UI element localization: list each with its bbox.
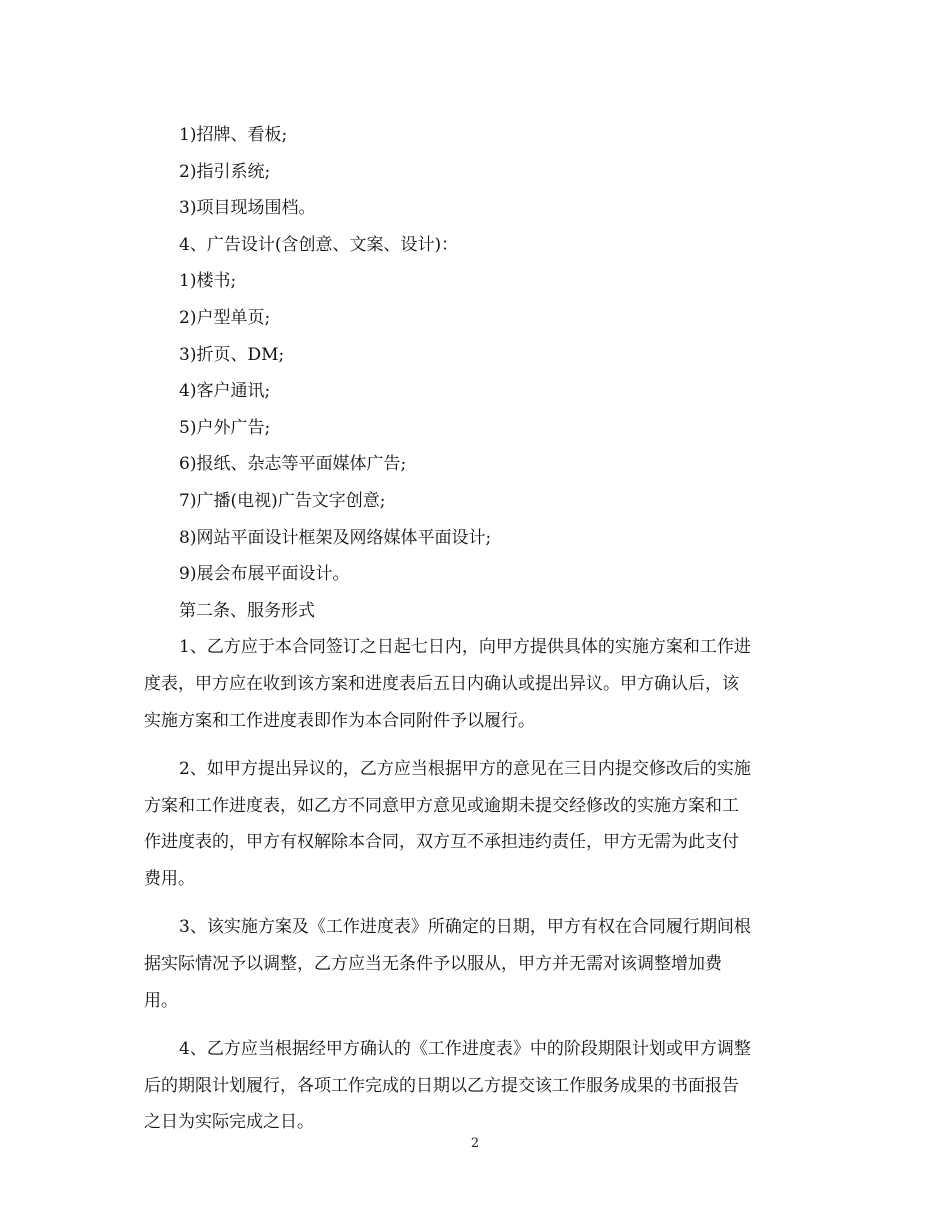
list-item: 9)展会布展平面设计。 bbox=[179, 564, 350, 585]
paragraph-line: 2、如甲方提出异议的，乙方应当根据甲方的意见在三日内提交修改后的实施 bbox=[179, 759, 751, 780]
paragraph bbox=[144, 1031, 812, 1141]
list-item: 7)广播(电视)广告文字创意; bbox=[179, 490, 386, 511]
paragraph-line: 据实际情况予以调整，乙方应当无条件予以服从，甲方并无需对该调整增加费 bbox=[144, 954, 722, 975]
list-item: 3)项目现场围档。 bbox=[179, 198, 316, 219]
list-item: 5)户外广告; bbox=[179, 417, 271, 438]
page-number: 2 bbox=[470, 1136, 480, 1151]
paragraph-line: 之日为实际完成之日。 bbox=[144, 1112, 314, 1133]
list-item: 4)客户通讯; bbox=[179, 381, 271, 402]
paragraph-line: 度表，甲方应在收到该方案和进度表后五日内确认或提出异议。甲方确认后，该 bbox=[144, 673, 739, 694]
list-item: 8)网站平面设计框架及网络媒体平面设计; bbox=[179, 527, 492, 548]
list-item: 2)指引系统; bbox=[179, 161, 271, 182]
paragraph-line: 费用。 bbox=[144, 868, 195, 889]
list-section bbox=[144, 117, 812, 629]
list-item: 3)折页、DM; bbox=[179, 344, 285, 365]
list-item: 6)报纸、杂志等平面媒体广告; bbox=[179, 454, 407, 475]
paragraph bbox=[144, 751, 812, 897]
paragraph bbox=[144, 629, 812, 739]
paragraph bbox=[144, 909, 812, 1019]
list-item: 1)楼书; bbox=[179, 271, 237, 292]
paragraph-line: 作进度表的，甲方有权解除本合同，双方互不承担违约责任，甲方无需为此支付 bbox=[144, 832, 739, 853]
list-item: 2)户型单页; bbox=[179, 307, 271, 328]
paragraph-line: 方案和工作进度表，如乙方不同意甲方意见或逾期未提交经修改的实施方案和工 bbox=[144, 795, 739, 816]
paragraph-line: 用。 bbox=[144, 990, 178, 1011]
paragraph-line: 实施方案和工作进度表即作为本合同附件予以履行。 bbox=[144, 710, 535, 731]
paragraph-line: 后的期限计划履行，各项工作完成的日期以乙方提交该工作服务成果的书面报告 bbox=[144, 1075, 739, 1096]
paragraph-line: 4、乙方应当根据经甲方确认的《工作进度表》中的阶段期限计划或甲方调整 bbox=[179, 1039, 751, 1060]
document-body bbox=[144, 117, 812, 1153]
paragraph-line: 1、乙方应于本合同签订之日起七日内，向甲方提供具体的实施方案和工作进 bbox=[179, 637, 751, 658]
section-heading: 第二条、服务形式 bbox=[179, 600, 315, 621]
paragraph-line: 3、该实施方案及《工作进度表》所确定的日期，甲方有权在合同履行期间根 bbox=[179, 917, 751, 938]
list-item: 4、广告设计(含创意、文案、设计)： bbox=[179, 234, 459, 255]
list-item: 1)招牌、看板; bbox=[179, 125, 288, 145]
